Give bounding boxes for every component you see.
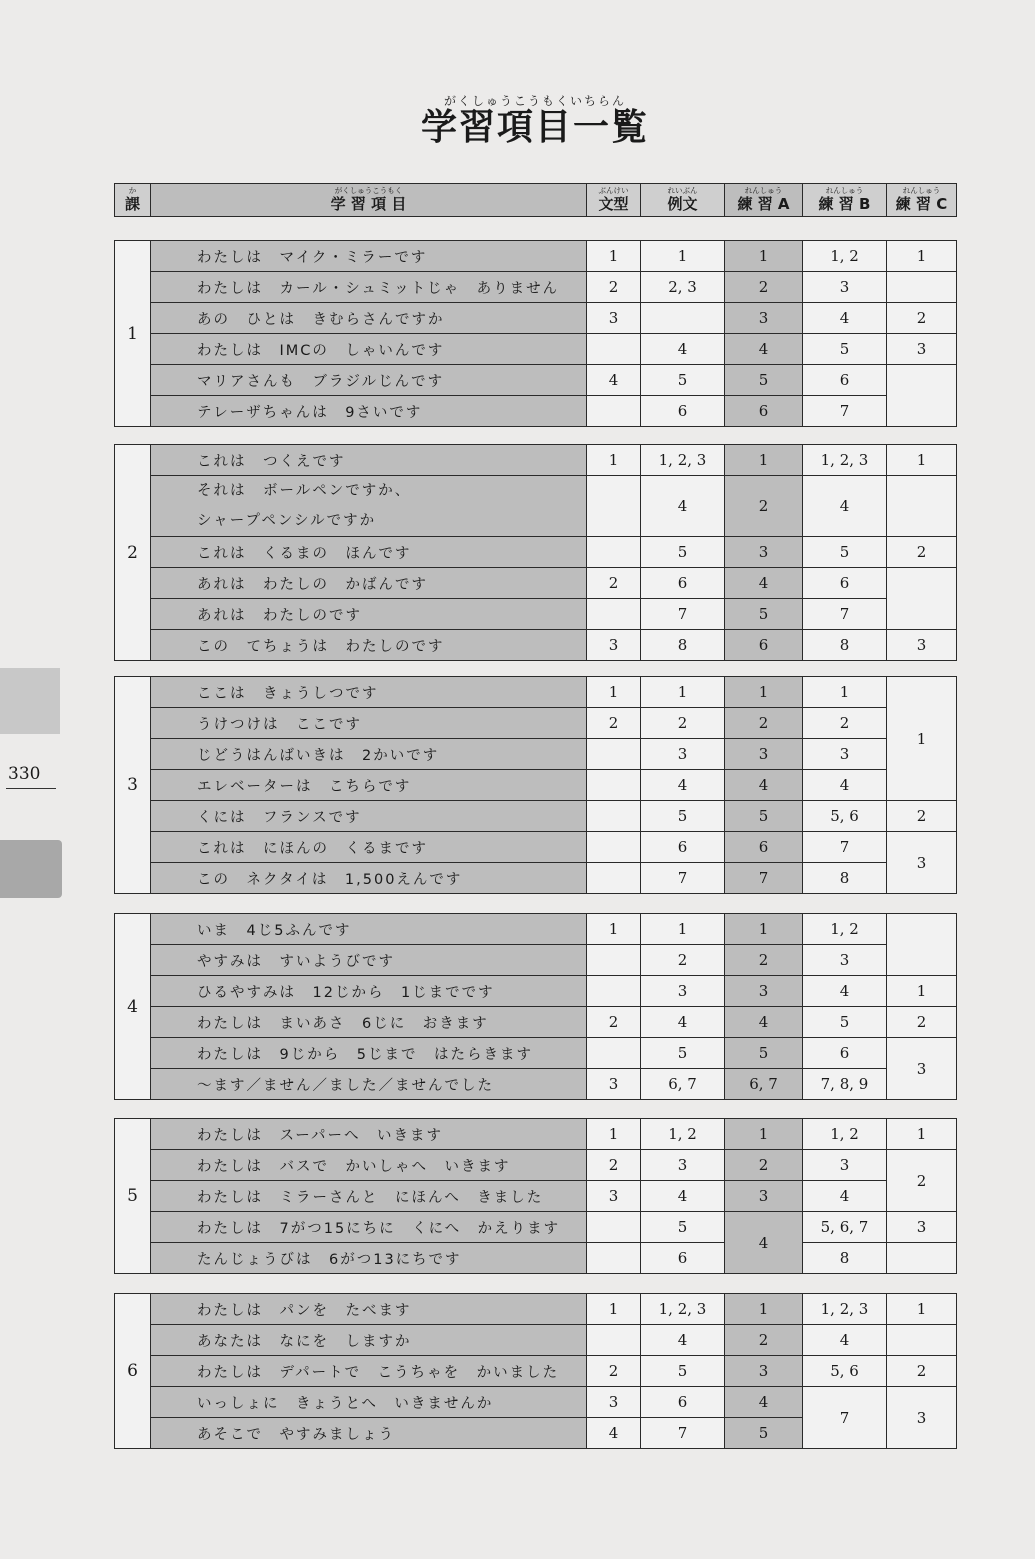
practice-b-cell: 4	[803, 770, 887, 801]
item-text: わたしは 7がつ15にちに くにへ かえります	[151, 1212, 587, 1243]
table-row	[115, 334, 957, 365]
bunkei-cell: 3	[587, 1387, 641, 1418]
practice-a-cell: 6	[725, 396, 803, 427]
reibun-cell: 5	[641, 801, 725, 832]
practice-c-cell	[887, 1243, 957, 1274]
reibun-cell: 5	[641, 537, 725, 568]
practice-b-cell: 3	[803, 945, 887, 976]
practice-b-cell: 4	[803, 1325, 887, 1356]
lesson-number: 6	[115, 1294, 151, 1449]
reibun-cell: 8	[641, 630, 725, 661]
bunkei-cell: 1	[587, 914, 641, 945]
bunkei-cell	[587, 801, 641, 832]
practice-a-cell: 1	[725, 677, 803, 708]
practice-a-cell: 3	[725, 1181, 803, 1212]
practice-c-cell: 2	[887, 537, 957, 568]
reibun-cell: 1	[641, 914, 725, 945]
practice-b-cell: 4	[803, 476, 887, 537]
bunkei-cell	[587, 863, 641, 894]
reibun-cell: 3	[641, 976, 725, 1007]
item-text: あの ひとは きむらさんですか	[151, 303, 587, 334]
practice-b-cell: 1, 2, 3	[803, 445, 887, 476]
practice-a-cell: 3	[725, 303, 803, 334]
item-text: この てちょうは わたしのです	[151, 630, 587, 661]
item-line-1: それは ボールペンですか、	[197, 483, 412, 499]
reibun-cell: 3	[641, 739, 725, 770]
practice-b-cell: 7	[803, 599, 887, 630]
practice-c-cell: 2	[887, 801, 957, 832]
table-row	[115, 1119, 957, 1150]
table-row	[115, 476, 957, 537]
item-text: あれは わたしの かばんです	[151, 568, 587, 599]
practice-b-cell: 4	[803, 303, 887, 334]
practice-b-cell: 8	[803, 863, 887, 894]
item-text: これは つくえです	[151, 445, 587, 476]
practice-c-cell: 1	[887, 976, 957, 1007]
table-row	[115, 303, 957, 334]
practice-b-cell: 8	[803, 630, 887, 661]
practice-b-cell: 7	[803, 832, 887, 863]
practice-a-cell: 5	[725, 599, 803, 630]
item-text: たんじょうびは 6がつ13にちです	[151, 1243, 587, 1274]
practice-c-cell	[887, 476, 957, 537]
lesson-table-6	[114, 1293, 957, 1449]
item-text: ひるやすみは 12じから 1じまでです	[151, 976, 587, 1007]
bunkei-cell	[587, 476, 641, 537]
bunkei-cell	[587, 945, 641, 976]
table-row	[115, 1212, 957, 1243]
practice-b-cell: 1	[803, 677, 887, 708]
reibun-cell: 2	[641, 708, 725, 739]
practice-c-cell: 1	[887, 1294, 957, 1325]
header-bunkei: ぶんけい 文型	[587, 184, 641, 217]
side-index-tab	[0, 840, 62, 898]
reibun-cell: 1, 2, 3	[641, 1294, 725, 1325]
bunkei-cell: 3	[587, 1181, 641, 1212]
lesson-table-4	[114, 913, 957, 1100]
table-row	[115, 1069, 957, 1100]
practice-b-cell: 6	[803, 1038, 887, 1069]
item-text: あれは わたしのです	[151, 599, 587, 630]
bunkei-cell	[587, 1243, 641, 1274]
bunkei-cell	[587, 396, 641, 427]
item-text: これは くるまの ほんです	[151, 537, 587, 568]
reibun-cell	[641, 303, 725, 334]
practice-c-cell: 2	[887, 303, 957, 334]
practice-b-cell: 1, 2	[803, 1119, 887, 1150]
practice-c-cell: 3	[887, 1038, 957, 1100]
reibun-cell: 6	[641, 396, 725, 427]
table-row	[115, 976, 957, 1007]
table-row	[115, 1356, 957, 1387]
practice-c-cell	[887, 1325, 957, 1356]
practice-c-cell: 3	[887, 1387, 957, 1449]
practice-a-cell: 4	[725, 334, 803, 365]
item-text: わたしは まいあさ 6じに おきます	[151, 1007, 587, 1038]
reibun-cell: 7	[641, 863, 725, 894]
table-row	[115, 770, 957, 801]
lesson-number: 1	[115, 241, 151, 427]
practice-c-cell: 3	[887, 334, 957, 365]
practice-a-cell: 1	[725, 241, 803, 272]
practice-a-cell: 4	[725, 1212, 803, 1274]
practice-b-cell: 1, 2	[803, 241, 887, 272]
bunkei-cell: 2	[587, 272, 641, 303]
table-row	[115, 1038, 957, 1069]
bunkei-cell: 4	[587, 365, 641, 396]
lesson-number: 5	[115, 1119, 151, 1274]
item-text: じどうはんばいきは 2かいです	[151, 739, 587, 770]
header-practice-c: れんしゅう 練 習 C	[887, 184, 957, 217]
item-text: あそこで やすみましょう	[151, 1418, 587, 1449]
page-number: 330	[8, 764, 41, 784]
lesson-table-1	[114, 240, 957, 427]
table-row	[115, 365, 957, 396]
practice-a-cell: 5	[725, 365, 803, 396]
practice-b-cell: 5, 6	[803, 801, 887, 832]
header-table	[114, 183, 957, 217]
reibun-cell: 4	[641, 1181, 725, 1212]
practice-c-cell: 3	[887, 630, 957, 661]
lesson-number: 2	[115, 445, 151, 661]
table-row	[115, 272, 957, 303]
bunkei-cell: 4	[587, 1418, 641, 1449]
item-text: ～ます／ません／ました／ませんでした	[151, 1069, 587, 1100]
practice-c-cell: 1	[887, 1119, 957, 1150]
item-text: わたしは カール・シュミットじゃ ありません	[151, 272, 587, 303]
bunkei-cell: 2	[587, 708, 641, 739]
bunkei-cell: 3	[587, 630, 641, 661]
item-text: うけつけは ここです	[151, 708, 587, 739]
item-text: わたしは ミラーさんと にほんへ きました	[151, 1181, 587, 1212]
practice-c-cell: 3	[887, 1212, 957, 1243]
practice-a-cell: 6, 7	[725, 1069, 803, 1100]
item-text: くには フランスです	[151, 801, 587, 832]
item-text: わたしは IMCの しゃいんです	[151, 334, 587, 365]
title-block	[360, 92, 710, 148]
reibun-cell: 1, 2, 3	[641, 445, 725, 476]
practice-b-cell: 5	[803, 334, 887, 365]
item-text-two-line	[151, 476, 587, 537]
practice-b-cell: 6	[803, 568, 887, 599]
bunkei-cell	[587, 770, 641, 801]
table-row	[115, 945, 957, 976]
practice-a-cell: 1	[725, 1119, 803, 1150]
header-reibun: れいぶん 例文	[641, 184, 725, 217]
item-text: わたしは バスで かいしゃへ いきます	[151, 1150, 587, 1181]
practice-a-cell: 4	[725, 1007, 803, 1038]
item-text: この ネクタイは 1,500えんです	[151, 863, 587, 894]
item-text: わたしは マイク・ミラーです	[151, 241, 587, 272]
bunkei-cell: 2	[587, 1356, 641, 1387]
bunkei-cell	[587, 537, 641, 568]
practice-a-cell: 1	[725, 1294, 803, 1325]
table-row	[115, 568, 957, 599]
practice-c-cell: 2	[887, 1007, 957, 1038]
reibun-cell: 1	[641, 241, 725, 272]
bunkei-cell	[587, 334, 641, 365]
practice-b-cell: 3	[803, 739, 887, 770]
practice-b-cell: 1, 2, 3	[803, 1294, 887, 1325]
table-row	[115, 1150, 957, 1181]
practice-a-cell: 4	[725, 568, 803, 599]
header-practice-b: れんしゅう 練 習 B	[803, 184, 887, 217]
practice-a-cell: 3	[725, 739, 803, 770]
practice-b-cell: 5, 6	[803, 1356, 887, 1387]
item-line-2: シャープペンシルですか	[197, 513, 377, 529]
practice-b-cell: 3	[803, 1150, 887, 1181]
table-row	[115, 537, 957, 568]
reibun-cell: 2	[641, 945, 725, 976]
table-row	[115, 599, 957, 630]
item-text: わたしは デパートで こうちゃを かいました	[151, 1356, 587, 1387]
item-text: わたしは スーパーへ いきます	[151, 1119, 587, 1150]
table-row	[115, 1007, 957, 1038]
practice-c-cell	[887, 568, 957, 630]
practice-a-cell: 3	[725, 537, 803, 568]
bunkei-cell: 1	[587, 677, 641, 708]
table-row	[115, 1181, 957, 1212]
reibun-cell: 5	[641, 1038, 725, 1069]
practice-c-cell: 3	[887, 832, 957, 894]
practice-c-cell: 1	[887, 677, 957, 801]
practice-b-cell: 5, 6, 7	[803, 1212, 887, 1243]
bunkei-cell: 3	[587, 1069, 641, 1100]
reibun-cell: 4	[641, 770, 725, 801]
bunkei-cell: 1	[587, 241, 641, 272]
item-text: わたしは パンを たべます	[151, 1294, 587, 1325]
practice-b-cell: 4	[803, 1181, 887, 1212]
table-row	[115, 1387, 957, 1418]
header-row	[115, 184, 957, 217]
practice-a-cell: 1	[725, 914, 803, 945]
bunkei-cell	[587, 739, 641, 770]
reibun-cell: 6, 7	[641, 1069, 725, 1100]
reibun-cell: 4	[641, 1325, 725, 1356]
item-text: いま 4じ5ふんです	[151, 914, 587, 945]
practice-a-cell: 2	[725, 708, 803, 739]
header-lesson: か 課	[115, 184, 151, 217]
practice-a-cell: 3	[725, 976, 803, 1007]
practice-a-cell: 1	[725, 445, 803, 476]
reibun-cell: 1	[641, 677, 725, 708]
table-row	[115, 1294, 957, 1325]
practice-a-cell: 2	[725, 1325, 803, 1356]
practice-b-cell: 1, 2	[803, 914, 887, 945]
practice-a-cell: 2	[725, 272, 803, 303]
bunkei-cell	[587, 1038, 641, 1069]
item-text: あなたは なにを しますか	[151, 1325, 587, 1356]
table-row	[115, 801, 957, 832]
reibun-cell: 5	[641, 1212, 725, 1243]
bunkei-cell: 2	[587, 1007, 641, 1038]
practice-c-cell: 2	[887, 1150, 957, 1212]
practice-b-cell: 7	[803, 1387, 887, 1449]
bunkei-cell: 1	[587, 1119, 641, 1150]
table-row	[115, 708, 957, 739]
page-title: 学習項目一覧	[420, 107, 649, 148]
table-row	[115, 739, 957, 770]
practice-a-cell: 6	[725, 630, 803, 661]
practice-a-cell: 4	[725, 1387, 803, 1418]
item-text: テレーザちゃんは 9さいです	[151, 396, 587, 427]
lesson-table-3	[114, 676, 957, 894]
practice-a-cell: 4	[725, 770, 803, 801]
reibun-cell: 4	[641, 1007, 725, 1038]
table-row	[115, 445, 957, 476]
practice-a-cell: 5	[725, 1418, 803, 1449]
practice-a-cell: 3	[725, 1356, 803, 1387]
header-practice-a: れんしゅう 練 習 A	[725, 184, 803, 217]
reibun-cell: 4	[641, 476, 725, 537]
header-item: がくしゅうこうもく 学 習 項 目	[151, 184, 587, 217]
item-text: やすみは すいようびです	[151, 945, 587, 976]
reibun-cell: 6	[641, 1243, 725, 1274]
practice-a-cell: 2	[725, 476, 803, 537]
practice-c-cell: 1	[887, 445, 957, 476]
practice-b-cell: 8	[803, 1243, 887, 1274]
practice-a-cell: 2	[725, 1150, 803, 1181]
practice-b-cell: 6	[803, 365, 887, 396]
lesson-number: 3	[115, 677, 151, 894]
practice-c-cell	[887, 914, 957, 976]
bunkei-cell	[587, 1212, 641, 1243]
practice-a-cell: 2	[725, 945, 803, 976]
practice-b-cell: 2	[803, 708, 887, 739]
reibun-cell: 2, 3	[641, 272, 725, 303]
reibun-cell: 6	[641, 568, 725, 599]
item-text: マリアさんも ブラジルじんです	[151, 365, 587, 396]
table-row	[115, 677, 957, 708]
practice-a-cell: 6	[725, 832, 803, 863]
practice-a-cell: 5	[725, 801, 803, 832]
page-number-underline	[6, 788, 56, 789]
practice-b-cell: 5	[803, 537, 887, 568]
practice-c-cell: 1	[887, 241, 957, 272]
reibun-cell: 4	[641, 334, 725, 365]
bunkei-cell: 2	[587, 568, 641, 599]
practice-c-cell	[887, 365, 957, 427]
bunkei-cell: 2	[587, 1150, 641, 1181]
bunkei-cell	[587, 976, 641, 1007]
title-furigana: がくしゅうこうもくいちらん	[443, 94, 626, 108]
item-text: いっしょに きょうとへ いきませんか	[151, 1387, 587, 1418]
item-text: これは にほんの くるまです	[151, 832, 587, 863]
bunkei-cell	[587, 832, 641, 863]
reibun-cell: 1, 2	[641, 1119, 725, 1150]
item-text: エレベーターは こちらです	[151, 770, 587, 801]
table-row	[115, 863, 957, 894]
lesson-table-5	[114, 1118, 957, 1274]
reibun-cell: 7	[641, 599, 725, 630]
table-row	[115, 1325, 957, 1356]
reibun-cell: 7	[641, 1418, 725, 1449]
practice-b-cell: 7, 8, 9	[803, 1069, 887, 1100]
reibun-cell: 6	[641, 832, 725, 863]
bunkei-cell	[587, 1325, 641, 1356]
table-row	[115, 241, 957, 272]
bunkei-cell: 3	[587, 303, 641, 334]
table-row	[115, 396, 957, 427]
reibun-cell: 5	[641, 365, 725, 396]
practice-b-cell: 5	[803, 1007, 887, 1038]
practice-b-cell: 3	[803, 272, 887, 303]
reibun-cell: 5	[641, 1356, 725, 1387]
practice-c-cell: 2	[887, 1356, 957, 1387]
item-text: ここは きょうしつです	[151, 677, 587, 708]
practice-a-cell: 5	[725, 1038, 803, 1069]
table-row	[115, 914, 957, 945]
practice-b-cell: 4	[803, 976, 887, 1007]
item-text: わたしは 9じから 5じまで はたらきます	[151, 1038, 587, 1069]
bunkei-cell: 1	[587, 445, 641, 476]
lesson-table-2	[114, 444, 957, 661]
practice-a-cell: 7	[725, 863, 803, 894]
table-row	[115, 832, 957, 863]
side-tab-upper	[0, 668, 60, 734]
table-row	[115, 1243, 957, 1274]
reibun-cell: 3	[641, 1150, 725, 1181]
lesson-number: 4	[115, 914, 151, 1100]
reibun-cell: 6	[641, 1387, 725, 1418]
bunkei-cell	[587, 599, 641, 630]
practice-b-cell: 7	[803, 396, 887, 427]
bunkei-cell: 1	[587, 1294, 641, 1325]
practice-c-cell	[887, 272, 957, 303]
table-row	[115, 630, 957, 661]
